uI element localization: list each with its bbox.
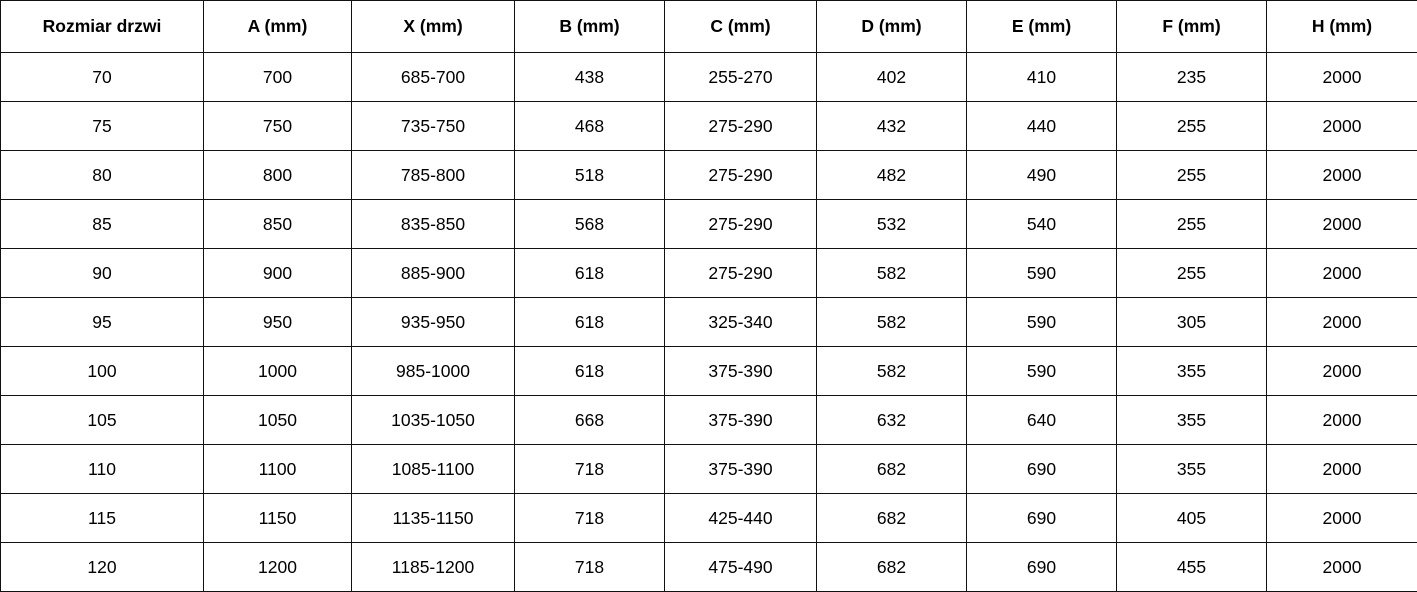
table-cell: 668 — [515, 396, 665, 445]
row-label-cell: 95 — [1, 298, 204, 347]
row-label-cell: 80 — [1, 151, 204, 200]
table-cell: 690 — [967, 494, 1117, 543]
table-row — [1, 543, 1417, 592]
table-cell: 850 — [204, 200, 352, 249]
table-cell: 255 — [1117, 200, 1267, 249]
table-cell: 682 — [817, 543, 967, 592]
row-label-cell: 85 — [1, 200, 204, 249]
table-cell: 2000 — [1267, 102, 1417, 151]
table-cell: 935-950 — [352, 298, 515, 347]
table-cell: 518 — [515, 151, 665, 200]
table-cell: 375-390 — [665, 347, 817, 396]
table-cell: 985-1000 — [352, 347, 515, 396]
table-row — [1, 494, 1417, 543]
table-cell: 590 — [967, 347, 1117, 396]
table-cell: 690 — [967, 543, 1117, 592]
table-cell: 2000 — [1267, 249, 1417, 298]
table-cell: 255-270 — [665, 53, 817, 102]
table-cell: 718 — [515, 494, 665, 543]
table-cell: 355 — [1117, 445, 1267, 494]
table-row — [1, 396, 1417, 445]
column-header-5: D (mm) — [817, 1, 967, 53]
table-header-row — [1, 1, 1417, 53]
table-cell: 582 — [817, 249, 967, 298]
table-cell: 618 — [515, 347, 665, 396]
table-cell: 255 — [1117, 102, 1267, 151]
table-cell: 1100 — [204, 445, 352, 494]
row-label-cell: 120 — [1, 543, 204, 592]
table-cell: 568 — [515, 200, 665, 249]
table-cell: 455 — [1117, 543, 1267, 592]
table-row — [1, 53, 1417, 102]
table-cell: 632 — [817, 396, 967, 445]
table-cell: 405 — [1117, 494, 1267, 543]
table-cell: 1185-1200 — [352, 543, 515, 592]
table-cell: 590 — [967, 298, 1117, 347]
column-header-6: E (mm) — [967, 1, 1117, 53]
table-row — [1, 200, 1417, 249]
table-cell: 700 — [204, 53, 352, 102]
table-cell: 375-390 — [665, 445, 817, 494]
table-cell: 275-290 — [665, 249, 817, 298]
table-cell: 475-490 — [665, 543, 817, 592]
table-cell: 440 — [967, 102, 1117, 151]
table-cell: 2000 — [1267, 396, 1417, 445]
table-cell: 750 — [204, 102, 352, 151]
table-cell: 590 — [967, 249, 1117, 298]
row-label-cell: 75 — [1, 102, 204, 151]
table-header — [1, 1, 1417, 53]
column-header-3: B (mm) — [515, 1, 665, 53]
row-label-cell: 110 — [1, 445, 204, 494]
table-cell: 900 — [204, 249, 352, 298]
table-cell: 785-800 — [352, 151, 515, 200]
table-cell: 685-700 — [352, 53, 515, 102]
table-cell: 275-290 — [665, 200, 817, 249]
table-cell: 950 — [204, 298, 352, 347]
table-cell: 1035-1050 — [352, 396, 515, 445]
table-cell: 1200 — [204, 543, 352, 592]
table-cell: 410 — [967, 53, 1117, 102]
table-cell: 2000 — [1267, 543, 1417, 592]
table-row — [1, 445, 1417, 494]
table-row — [1, 347, 1417, 396]
table-cell: 618 — [515, 298, 665, 347]
table-row — [1, 102, 1417, 151]
table-cell: 402 — [817, 53, 967, 102]
column-header-7: F (mm) — [1117, 1, 1267, 53]
table-cell: 325-340 — [665, 298, 817, 347]
table-cell: 1150 — [204, 494, 352, 543]
table-cell: 2000 — [1267, 494, 1417, 543]
table-cell: 735-750 — [352, 102, 515, 151]
column-header-0: Rozmiar drzwi — [1, 1, 204, 53]
table-cell: 375-390 — [665, 396, 817, 445]
table-cell: 582 — [817, 298, 967, 347]
table-cell: 490 — [967, 151, 1117, 200]
table-cell: 2000 — [1267, 298, 1417, 347]
row-label-cell: 105 — [1, 396, 204, 445]
table-cell: 468 — [515, 102, 665, 151]
table-cell: 1085-1100 — [352, 445, 515, 494]
table-cell: 275-290 — [665, 102, 817, 151]
table-cell: 2000 — [1267, 200, 1417, 249]
table-cell: 682 — [817, 494, 967, 543]
table-cell: 255 — [1117, 249, 1267, 298]
column-header-1: A (mm) — [204, 1, 352, 53]
table-cell: 800 — [204, 151, 352, 200]
table-cell: 640 — [967, 396, 1117, 445]
table-cell: 235 — [1117, 53, 1267, 102]
table-cell: 582 — [817, 347, 967, 396]
table-cell: 482 — [817, 151, 967, 200]
row-label-cell: 70 — [1, 53, 204, 102]
table-cell: 718 — [515, 543, 665, 592]
table-cell: 2000 — [1267, 53, 1417, 102]
row-label-cell: 115 — [1, 494, 204, 543]
table-cell: 1050 — [204, 396, 352, 445]
row-label-cell: 90 — [1, 249, 204, 298]
row-label-cell: 100 — [1, 347, 204, 396]
table-row — [1, 298, 1417, 347]
table-cell: 275-290 — [665, 151, 817, 200]
table-cell: 885-900 — [352, 249, 515, 298]
table-cell: 432 — [817, 102, 967, 151]
table-row — [1, 151, 1417, 200]
table-body — [1, 53, 1417, 592]
table-cell: 1000 — [204, 347, 352, 396]
table-cell: 255 — [1117, 151, 1267, 200]
table-row — [1, 249, 1417, 298]
table-cell: 682 — [817, 445, 967, 494]
table-cell: 835-850 — [352, 200, 515, 249]
table-cell: 540 — [967, 200, 1117, 249]
table-cell: 438 — [515, 53, 665, 102]
table-cell: 2000 — [1267, 347, 1417, 396]
table-cell: 2000 — [1267, 445, 1417, 494]
table-cell: 355 — [1117, 396, 1267, 445]
column-header-8: H (mm) — [1267, 1, 1417, 53]
column-header-2: X (mm) — [352, 1, 515, 53]
table-cell: 618 — [515, 249, 665, 298]
table-cell: 425-440 — [665, 494, 817, 543]
table-cell: 355 — [1117, 347, 1267, 396]
table-cell: 690 — [967, 445, 1117, 494]
table-cell: 305 — [1117, 298, 1267, 347]
column-header-4: C (mm) — [665, 1, 817, 53]
table-cell: 532 — [817, 200, 967, 249]
table-cell: 2000 — [1267, 151, 1417, 200]
table-cell: 1135-1150 — [352, 494, 515, 543]
table-cell: 718 — [515, 445, 665, 494]
